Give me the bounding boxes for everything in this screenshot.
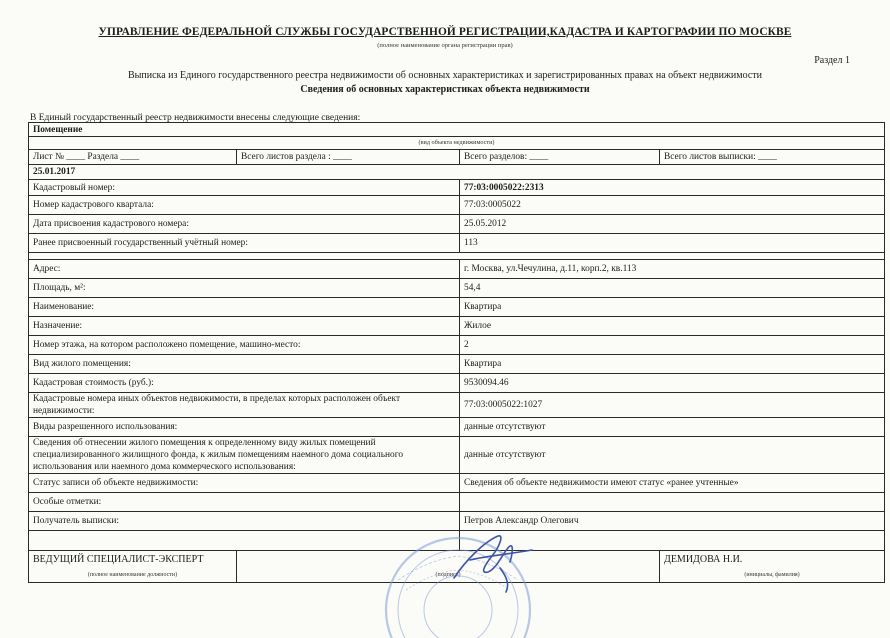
total-section-sheets-label: Всего листов раздела :: [241, 152, 331, 162]
table-caption: В Единый государственный реестр недвижимости внесены следующие сведения:: [30, 113, 361, 123]
property-row-0-value: г. Москва, ул.Чечулина, д.11, корп.2, кв.113: [460, 260, 885, 279]
total-sections-blank: ____: [529, 152, 549, 162]
property-row-11-label: Особые отметки:: [29, 493, 460, 512]
property-row-2-label: Наименование:: [29, 298, 460, 317]
section-label: Раздела: [87, 152, 119, 162]
property-row-3-label: Назначение:: [29, 317, 460, 336]
property-row-8-label: Виды разрешенного использования:: [29, 418, 460, 437]
property-row-2-value: Квартира: [460, 298, 885, 317]
spacer-row: [29, 253, 885, 260]
document-intro: Выписка из Единого государственного реестра недвижимости об основных характеристиках и зарегистрированных правах на объект недвижимости: [127, 70, 762, 81]
property-row-4-value: 2: [460, 336, 885, 355]
object-type: Помещение: [29, 123, 885, 137]
property-row-1-label: Площадь, м²:: [29, 279, 460, 298]
blank-row-right: [460, 531, 885, 551]
signer-position: ВЕДУЩИЙ СПЕЦИАЛИСТ-ЭКСПЕРТ: [29, 551, 237, 569]
property-row-3-value: Жилое: [460, 317, 885, 336]
agency-title: УПРАВЛЕНИЕ ФЕДЕРАЛЬНОЙ СЛУЖБЫ ГОСУДАРСТВЕННОЙ РЕГИСТРАЦИИ,КАДАСТРА И КАРТОГРАФИИ ПО МОСКВЕ: [98, 26, 792, 38]
sheet-info-cell: [29, 150, 237, 165]
signature-caption: (подпись): [237, 569, 660, 583]
signature-cell: [237, 551, 660, 569]
parcel-row-2-label: Ранее присвоенный государственный учётный номер:: [29, 234, 460, 253]
extract-date: 25.01.2017: [29, 165, 885, 180]
parcel-row-2-value: 113: [460, 234, 885, 253]
property-row-1-value: 54,4: [460, 279, 885, 298]
property-row-8-value: данные отсутствуют: [460, 418, 885, 437]
cadastral-label: Кадастровый номер:: [29, 180, 460, 196]
total-sections-label: Всего разделов:: [464, 152, 528, 162]
property-row-0-label: Адрес:: [29, 260, 460, 279]
property-row-7-label: Кадастровые номера иных объектов недвижимости, в пределах которых расположен объект недвижимости:: [29, 393, 460, 418]
total-section-sheets-blank: ____: [333, 152, 352, 162]
parcel-row-1-value: 25.05.2012: [460, 215, 885, 234]
name-caption: (инициалы, фамилия): [660, 569, 885, 583]
property-row-5-label: Вид жилого помещения:: [29, 355, 460, 374]
property-row-4-label: Номер этажа, на котором расположено помещение, машино-место:: [29, 336, 460, 355]
property-row-12-label: Получатель выписки:: [29, 512, 460, 531]
property-row-6-label: Кадастровая стоимость (руб.):: [29, 374, 460, 393]
parcel-row-0-label: Номер кадастрового квартала:: [29, 196, 460, 215]
total-extract-sheets-label: Всего листов выписки:: [664, 152, 756, 162]
sections-cell: [460, 150, 660, 165]
registry-table: [28, 122, 885, 583]
property-row-12-value: Петров Александр Олегович: [460, 512, 885, 531]
extract-sheets-cell: [660, 150, 885, 165]
property-row-7-value: 77:03:0005022:1027: [460, 393, 885, 418]
sheet-number-blank: ____: [66, 152, 86, 162]
property-row-10-label: Статус записи об объекте недвижимости:: [29, 474, 460, 493]
cadastral-value: 77:03:0005022:2313: [460, 180, 885, 196]
object-type-caption: (вид объекта недвижимости): [29, 137, 885, 150]
property-row-6-value: 9530094.46: [460, 374, 885, 393]
parcel-row-1-label: Дата присвоения кадастрового номера:: [29, 215, 460, 234]
parcel-row-0-value: 77:03:0005022: [460, 196, 885, 215]
sheet-number-label: Лист №: [33, 152, 64, 162]
section-sheets-cell: [237, 150, 460, 165]
section-number: Раздел 1: [814, 55, 850, 66]
property-row-10-value: Сведения об объекте недвижимости имеют статус «ранее учтенные»: [460, 474, 885, 493]
total-extract-sheets-blank: ____: [758, 152, 777, 162]
section-blank: ____: [120, 152, 140, 162]
blank-row-left: [29, 531, 460, 551]
property-row-11-value: [460, 493, 885, 512]
signer-name: ДЕМИДОВА Н.И.: [660, 551, 885, 569]
property-row-9-label: Сведения об отнесении жилого помещения к определенному виду жилых помещений специализированного жилищного фонда, к жилым помещениям наемного дома социального использования или наемного дома коммерческого использования:: [29, 437, 460, 474]
property-row-5-value: Квартира: [460, 355, 885, 374]
document-subtitle: Сведения об основных характеристиках объекта недвижимости: [300, 84, 590, 95]
property-row-9-value: данные отсутствуют: [460, 437, 885, 474]
position-caption: (полное наименование должности): [29, 569, 237, 583]
agency-caption: (полное наименование органа регистрации прав): [377, 42, 513, 49]
